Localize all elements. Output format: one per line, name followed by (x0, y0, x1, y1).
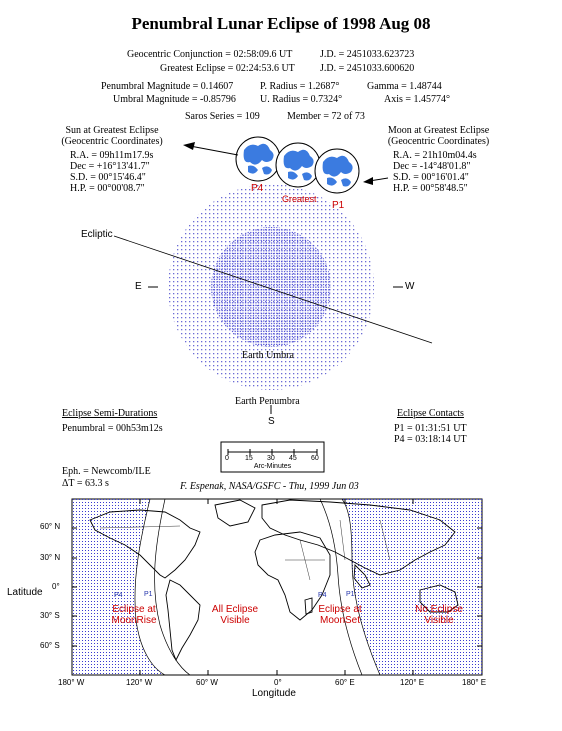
moonrise-line2: MoonRise (111, 615, 157, 626)
map-p1-west: P1 (144, 591, 153, 598)
world-map (72, 499, 482, 675)
credit: F. Espenak, NASA/GSFC - Thu, 1999 Jun 03 (180, 481, 359, 492)
gamma: Gamma = 1.48744 (367, 81, 442, 92)
umbral-magnitude: Umbral Magnitude = -0.85796 (113, 94, 236, 105)
latitude-label: Latitude (7, 587, 43, 598)
greatest-position-label: Greatest (282, 194, 317, 204)
west-label: W (405, 281, 415, 292)
moon-direction-arrow (363, 177, 388, 185)
conjunction-time: Geocentric Conjunction = 02:58:09.6 UT (127, 49, 293, 60)
lat-tick-60s: 60° S (40, 641, 60, 650)
moon-heading: Moon at Greatest Eclipse (387, 125, 490, 136)
moon-hp: H.P. = 00°58'48.5" (393, 183, 468, 194)
scale-tick-60: 60 (311, 455, 319, 462)
map-p1-east: P1 (346, 591, 355, 598)
lat-tick-30s: 30° S (40, 611, 60, 620)
map-p4-east: P4 (318, 592, 327, 599)
penumbra-label: Earth Penumbra (235, 396, 300, 407)
penumbral-duration: Penumbral = 00h53m12s (62, 423, 163, 434)
page-title: Penumbral Lunar Eclipse of 1998 Aug 08 (131, 14, 431, 33)
penumbral-magnitude: Penumbral Magnitude = 0.14607 (101, 81, 234, 92)
saros-member: Member = 72 of 73 (287, 111, 365, 122)
lon-tick-60e: 60° E (335, 678, 355, 687)
lon-tick-180e: 180° E (462, 678, 487, 687)
lon-tick-60w: 60° W (196, 678, 218, 687)
earth-umbra (211, 227, 331, 347)
contacts-heading: Eclipse Contacts (397, 408, 464, 419)
scale-tick-45: 45 (289, 455, 297, 462)
scale-label: Arc-Minutes (253, 463, 292, 470)
moonset-line2: MoonSet (319, 615, 361, 626)
no-eclipse-line1: No Eclipse (415, 604, 463, 615)
umbra-label: Earth Umbra (242, 350, 294, 361)
east-label: E (135, 281, 142, 292)
lon-tick-120w: 120° W (126, 678, 153, 687)
moon-p1-icon (315, 149, 359, 193)
all-visible-line2: Visible (220, 615, 250, 626)
moon-sd: S.D. = 00°16'01.4" (393, 172, 469, 183)
sun-dec: Dec = +16°13'41.7" (70, 161, 150, 172)
contact-p4: P4 = 03:18:14 UT (394, 434, 467, 445)
scale-tick-0: 0 (225, 455, 229, 462)
greatest-eclipse-time: Greatest Eclipse = 02:24:53.6 UT (160, 63, 295, 74)
conjunction-jd: J.D. = 2451033.623723 (320, 49, 415, 60)
lon-tick-120e: 120° E (400, 678, 425, 687)
lon-tick-180w: 180° W (58, 678, 85, 687)
lon-tick-0: 0° (274, 678, 282, 687)
moon-ra: R.A. = 21h10m04.4s (393, 150, 477, 161)
longitude-label: Longitude (252, 688, 296, 699)
ephemeris: Eph. = Newcomb/ILE (62, 466, 151, 477)
greatest-eclipse-jd: J.D. = 2451033.600620 (320, 63, 415, 74)
moon-p4-icon (236, 137, 280, 181)
scale-tick-15: 15 (245, 455, 253, 462)
sun-ra: R.A. = 09h11m17.9s (70, 150, 154, 161)
all-visible-line1: All Eclipse (211, 604, 259, 615)
scale-tick-30: 30 (267, 455, 275, 462)
p1-position-label: P1 (332, 200, 345, 211)
sun-subheading: (Geocentric Coordinates) (61, 136, 163, 147)
contact-p1: P1 = 01:31:51 UT (394, 423, 467, 434)
moonset-line1: Eclipse at (318, 604, 362, 615)
no-eclipse-line2: Visible (424, 615, 454, 626)
axis: Axis = 1.45774° (384, 94, 451, 105)
moon-greatest-icon (276, 143, 320, 187)
lat-tick-0: 0° (52, 582, 60, 591)
u-radius: U. Radius = 0.7324° (260, 94, 343, 105)
saros-series: Saros Series = 109 (185, 111, 260, 122)
p-radius: P. Radius = 1.2687° (260, 81, 340, 92)
p4-position-label: P4 (251, 183, 264, 194)
semi-durations-heading: Eclipse Semi-Durations (62, 408, 158, 419)
lat-tick-60n: 60° N (40, 522, 61, 531)
moon-subheading: (Geocentric Coordinates) (387, 136, 490, 147)
sun-hp: H.P. = 00°00'08.7" (70, 183, 145, 194)
south-label: S (268, 416, 275, 427)
delta-t: ΔT = 63.3 s (62, 478, 109, 489)
sun-sd: S.D. = 00°15'46.4" (70, 172, 146, 183)
ecliptic-label: Ecliptic (81, 229, 113, 240)
sun-heading: Sun at Greatest Eclipse (65, 125, 159, 136)
sun-direction-arrow (183, 142, 238, 155)
moonrise-line1: Eclipse at (112, 604, 156, 615)
lat-tick-30n: 30° N (40, 553, 61, 562)
map-p4-west: P4 (114, 592, 123, 599)
moon-dec: Dec = -14°48'01.8" (393, 161, 471, 172)
